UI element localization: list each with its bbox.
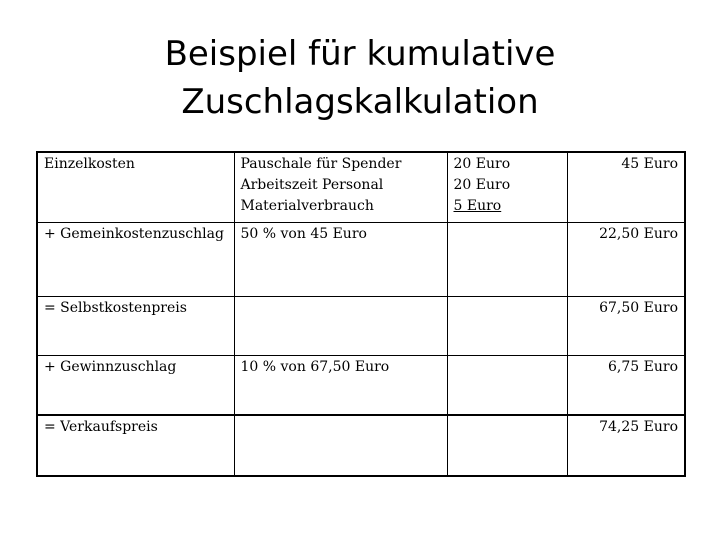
amount-cell — [447, 296, 567, 355]
row-label: + Gewinnzuschlag — [37, 355, 234, 415]
title-line-2: Zuschlagskalkulation — [181, 82, 539, 122]
basis-cell — [234, 152, 447, 222]
basis-line: Materialverbrauch — [240, 198, 374, 214]
amount-cell — [447, 152, 567, 222]
basis-line: Pauschale für Spender — [240, 156, 402, 172]
row-label: Einzelkosten — [37, 152, 234, 222]
row-label: = Verkaufspreis — [37, 415, 234, 476]
amount-cell — [447, 415, 567, 476]
table-row — [37, 355, 685, 415]
amount-line-underlined: 5 Euro — [453, 198, 502, 214]
amount-line: 20 Euro — [453, 177, 511, 193]
basis-cell — [234, 415, 447, 476]
basis-cell — [234, 296, 447, 355]
row-label: + Gemeinkostenzuschlag — [37, 222, 234, 296]
amount-cell — [447, 355, 567, 415]
basis-cell — [234, 355, 447, 415]
amount-line: 20 Euro — [453, 156, 511, 172]
table-row — [37, 296, 685, 355]
total-cell: 74,25 Euro — [567, 415, 685, 476]
basis-line: Arbeitszeit Personal — [240, 177, 384, 193]
table-row — [37, 415, 685, 476]
basis-line: 50 % von 45 Euro — [240, 225, 367, 242]
row-label: = Selbstkostenpreis — [37, 296, 234, 355]
slide-title — [0, 30, 720, 126]
title-line-1: Beispiel für kumulative — [164, 34, 556, 74]
calculation-table — [36, 151, 686, 477]
total-cell: 22,50 Euro — [567, 222, 685, 296]
table-row — [37, 152, 685, 222]
amount-cell — [447, 222, 567, 296]
basis-line: 10 % von 67,50 Euro — [240, 358, 390, 375]
total-cell: 67,50 Euro — [567, 296, 685, 355]
total-cell: 45 Euro — [567, 152, 685, 222]
total-cell: 6,75 Euro — [567, 355, 685, 415]
basis-cell — [234, 222, 447, 296]
table-row — [37, 222, 685, 296]
